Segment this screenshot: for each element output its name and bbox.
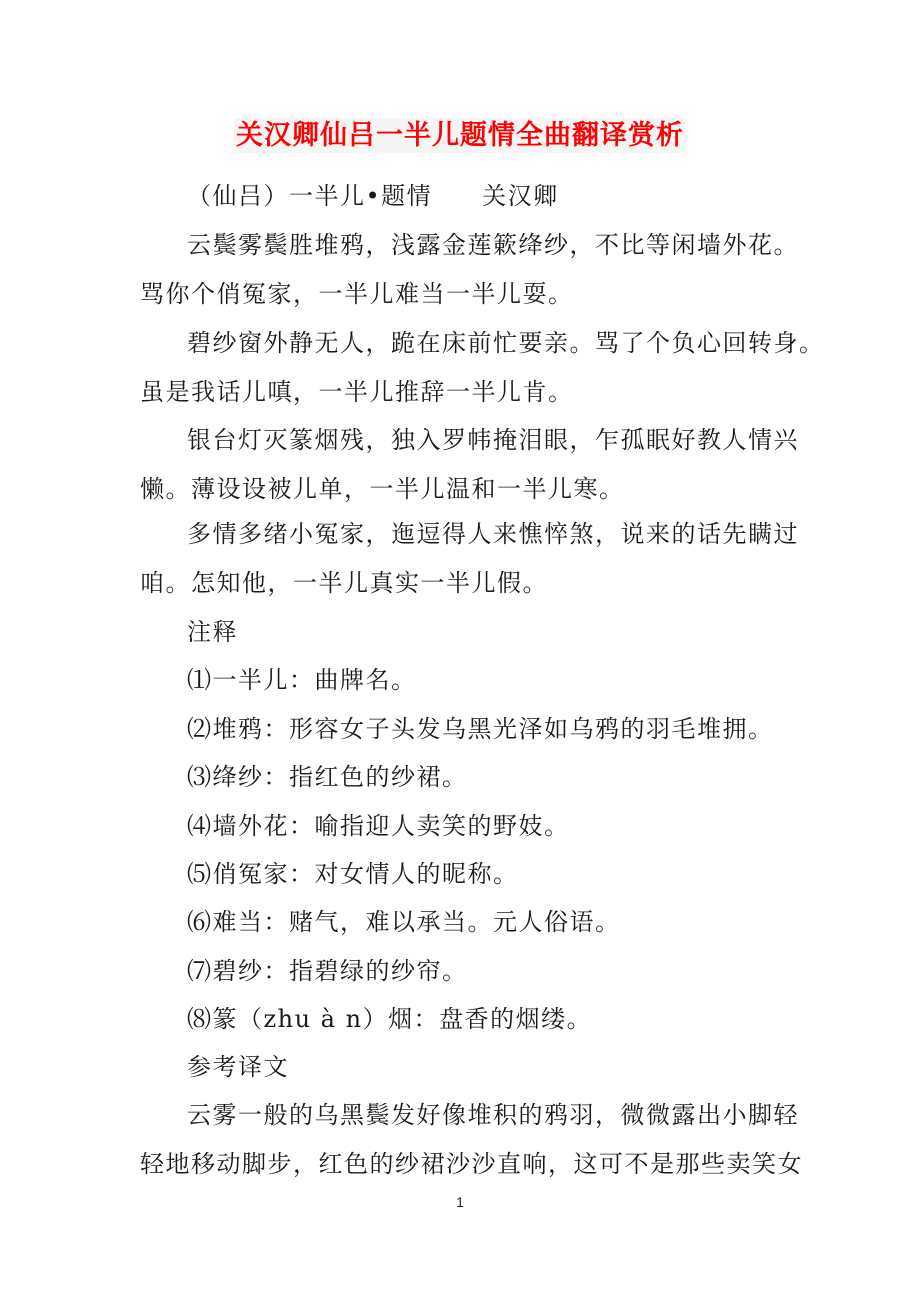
poem-tune-name: （仙吕）一半儿•题情	[187, 182, 433, 210]
note-5: ⑸俏冤家：对女情人的昵称。	[187, 860, 519, 888]
document-title-text: 关汉卿仙吕一半儿题情全曲翻译赏析	[236, 120, 684, 151]
document-title	[0, 116, 920, 156]
page-number: 1	[456, 1194, 464, 1210]
note-3: ⑶绛纱：指红色的纱裙。	[187, 763, 468, 791]
poem-stanza-3-line-2: 懒。薄设设被儿单，一半儿温和一半儿寒。	[140, 475, 625, 503]
poem-stanza-4-line-2: 咱。怎知他，一半儿真实一半儿假。	[140, 569, 548, 597]
poem-stanza-1-line-1: 云鬓雾鬓胜堆鸦，浅露金莲簌绛纱，不比等闲墙外花。	[187, 231, 799, 259]
poem-stanza-4-line-1: 多情多绪小冤家，迤逗得人来憔悴煞，说来的话先瞒过	[187, 520, 799, 548]
poem-stanza-2-line-2: 虽是我话儿嗔，一半儿推辞一半儿肯。	[140, 378, 574, 406]
note-6: ⑹难当：赌气，难以承当。元人俗语。	[187, 908, 621, 936]
poem-author: 关汉卿	[482, 182, 559, 210]
note-2: ⑵堆鸦：形容女子头发乌黑光泽如乌鸦的羽毛堆拥。	[187, 715, 774, 743]
translation-line-1: 云雾一般的乌黑鬓发好像堆积的鸦羽，微微露出小脚轻	[187, 1101, 799, 1129]
poem-stanza-2-line-1: 碧纱窗外静无人，跪在床前忙要亲。骂了个负心回转身。	[187, 329, 825, 357]
notes-heading: 注释	[187, 618, 238, 646]
note-4: ⑷墙外花：喻指迎人卖笑的野妓。	[187, 812, 570, 840]
poem-stanza-1-line-2: 骂你个俏冤家，一半儿难当一半儿耍。	[140, 280, 574, 308]
translation-heading: 参考译文	[187, 1053, 289, 1081]
translation-line-2: 轻地移动脚步，红色的纱裙沙沙直响，这可不是那些卖笑女	[140, 1150, 803, 1178]
note-1: ⑴一半儿：曲牌名。	[187, 666, 417, 694]
note-8: ⑻篆（zhu à n）烟：盘香的烟缕。	[187, 1005, 593, 1033]
poem-stanza-3-line-1: 银台灯灭篆烟残，独入罗帏掩泪眼，乍孤眠好教人情兴	[187, 426, 799, 454]
note-7: ⑺碧纱：指碧绿的纱帘。	[187, 957, 468, 985]
poem-heading	[187, 180, 559, 212]
